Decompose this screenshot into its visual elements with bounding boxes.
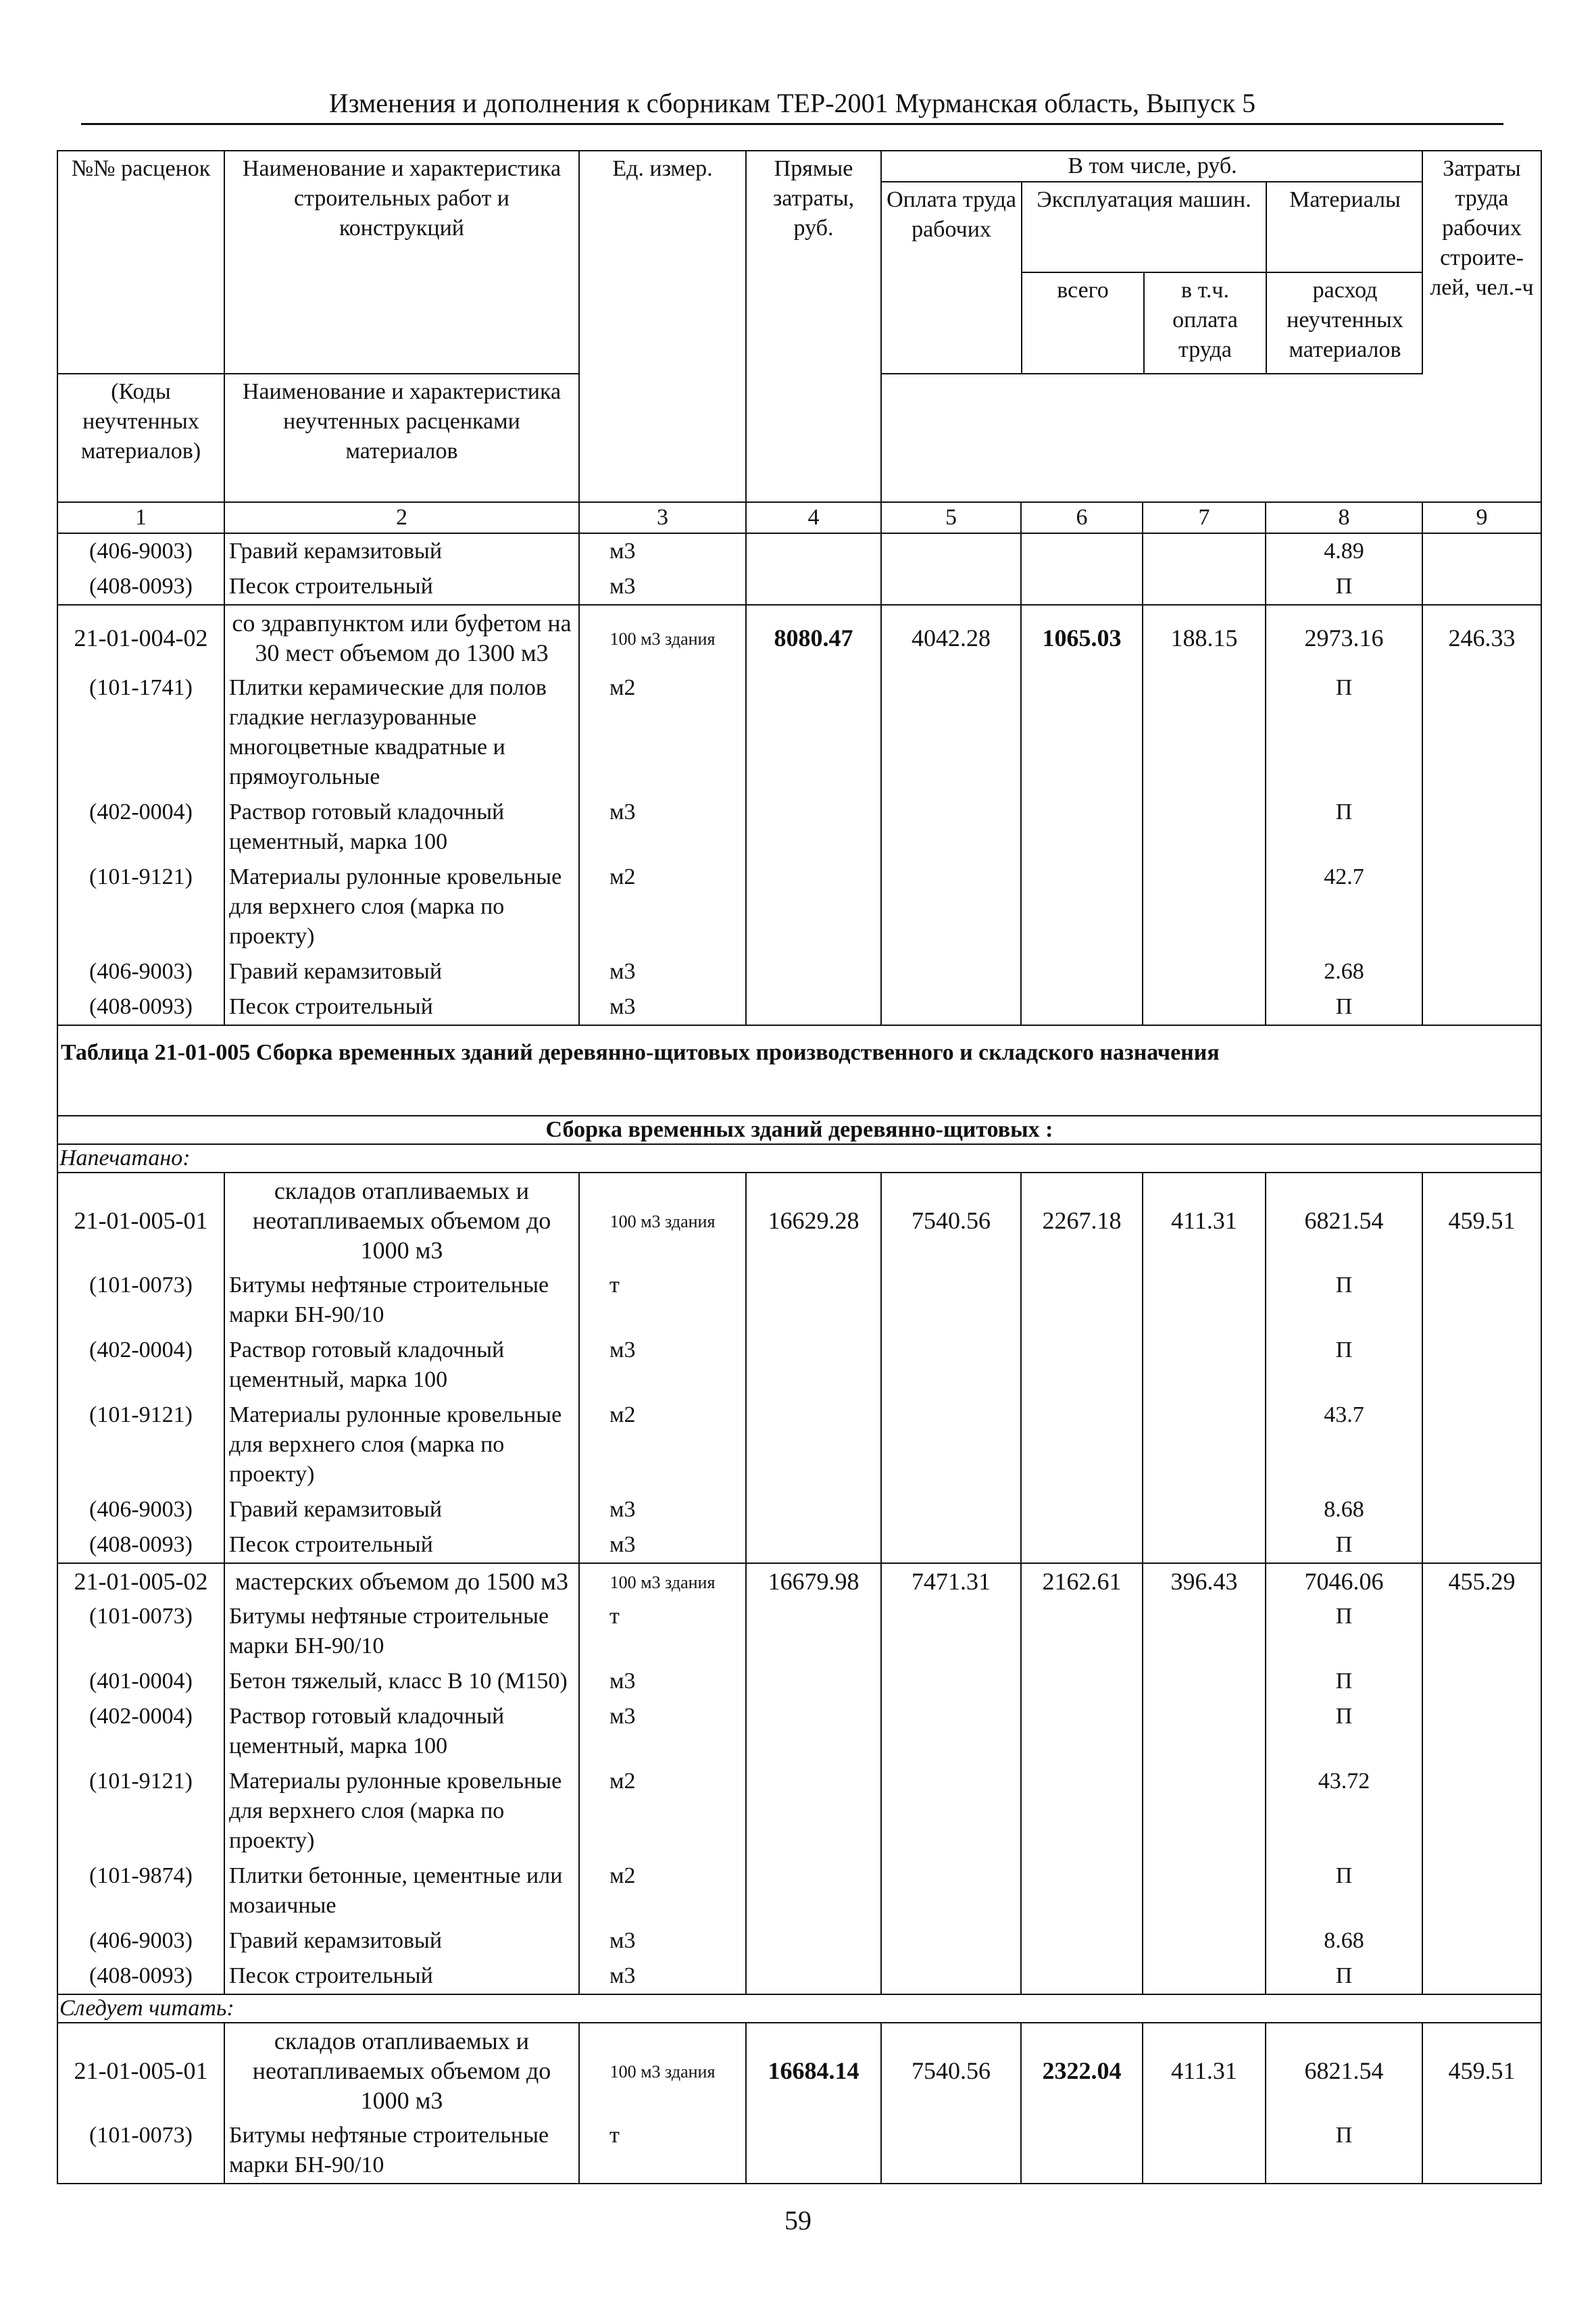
- col2-subheader: Наименование и характеристика неучтенных расценками материалов: [224, 374, 579, 502]
- material-unit: м3: [579, 795, 746, 860]
- empty-cell: [881, 1398, 1021, 1492]
- empty-cell: [881, 533, 1021, 569]
- rate-unit: [579, 605, 746, 670]
- material-name: Гравий керамзитовый: [224, 533, 579, 569]
- material-code: (408-0093): [57, 569, 224, 605]
- rate-labor: 7540.56: [881, 1173, 1021, 1268]
- material-code: (408-0093): [57, 989, 224, 1025]
- empty-cell: [1422, 1268, 1541, 1333]
- rate-unit: [579, 1173, 746, 1268]
- material-code: (408-0093): [57, 1959, 224, 1994]
- rate-labor: 4042.28: [881, 605, 1021, 670]
- material-code: (401-0004): [57, 1664, 224, 1699]
- col8-subheader: расход неучтенных материалов: [1287, 278, 1403, 362]
- material-unit: м2: [579, 670, 746, 795]
- empty-cell: [881, 1268, 1021, 1333]
- empty-cell: [1143, 569, 1266, 605]
- col6-header: всего: [1022, 273, 1144, 373]
- empty-cell: [1422, 1923, 1541, 1959]
- material-name: Плитки керамические для полов гладкие неглазурованные многоцветные квадратные и прямоугольные: [224, 670, 579, 795]
- empty-cell: [1021, 860, 1143, 954]
- rate-machines: 2322.04: [1021, 2023, 1143, 2118]
- rate-unit: [579, 2023, 746, 2118]
- col8-header: Материалы: [1266, 182, 1423, 272]
- empty-cell: [881, 1959, 1021, 1994]
- rate-row: [57, 1173, 1541, 1268]
- rate-machines-labor: 411.31: [1143, 1173, 1266, 1268]
- empty-cell: [881, 1699, 1021, 1764]
- empty-cell: [881, 1527, 1021, 1563]
- rate-machines: 1065.03: [1021, 605, 1143, 670]
- empty-cell: [881, 860, 1021, 954]
- material-consumption: 42.7: [1266, 860, 1422, 954]
- material-code: (408-0093): [57, 1527, 224, 1563]
- material-consumption: П: [1266, 795, 1422, 860]
- empty-cell: [746, 1764, 881, 1858]
- material-code: (406-9003): [57, 533, 224, 569]
- material-unit: м3: [579, 1923, 746, 1959]
- material-unit: м2: [579, 1764, 746, 1858]
- rate-unit-text: 100 м3 здания: [609, 629, 716, 649]
- empty-cell: [1422, 1699, 1541, 1764]
- empty-cell: [1422, 1527, 1541, 1563]
- material-row: [57, 989, 1541, 1025]
- empty-cell: [881, 1664, 1021, 1699]
- empty-cell: [881, 795, 1021, 860]
- rate-direct: 16629.28: [746, 1173, 881, 1268]
- empty-cell: [1422, 795, 1541, 860]
- empty-cell: [881, 989, 1021, 1025]
- empty-cell: [1021, 1268, 1143, 1333]
- material-consumption: 2.68: [1266, 954, 1422, 989]
- empty-cell: [746, 1923, 881, 1959]
- empty-cell: [881, 1858, 1021, 1923]
- empty-cell: [1143, 1858, 1266, 1923]
- empty-cell: [1021, 989, 1143, 1025]
- col1-header: №№ расценок: [57, 151, 224, 374]
- material-consumption: П: [1266, 2118, 1422, 2184]
- material-row: [57, 1268, 1541, 1333]
- material-name: Гравий керамзитовый: [224, 1923, 579, 1959]
- rate-materials: 7046.06: [1266, 1563, 1422, 1599]
- col5-header: Оплата труда рабочих: [882, 182, 1022, 373]
- empty-cell: [746, 569, 881, 605]
- material-name: Битумы нефтяные строительные марки БН-90/10: [224, 1268, 579, 1333]
- material-name: Раствор готовый кладочный цементный, марка 100: [224, 1699, 579, 1764]
- empty-cell: [1143, 860, 1266, 954]
- empty-cell: [1422, 1764, 1541, 1858]
- empty-cell: [1021, 795, 1143, 860]
- material-consumption: П: [1266, 989, 1422, 1025]
- material-row: [57, 860, 1541, 954]
- col-num-4: 4: [746, 502, 881, 533]
- empty-cell: [1143, 2118, 1266, 2184]
- rate-machines-labor: 411.31: [1143, 2023, 1266, 2118]
- material-unit: м2: [579, 1398, 746, 1492]
- top-block: [57, 533, 1541, 1025]
- empty-cell: [1422, 1398, 1541, 1492]
- material-row: [57, 2118, 1541, 2184]
- empty-cell: [1021, 1398, 1143, 1492]
- material-code: (101-9121): [57, 860, 224, 954]
- material-code: (402-0004): [57, 1333, 224, 1398]
- material-consumption: 4.89: [1266, 533, 1422, 569]
- empty-cell: [1422, 1959, 1541, 1994]
- incl-header: [881, 151, 1422, 374]
- empty-cell: [746, 1959, 881, 1994]
- material-code: (402-0004): [57, 795, 224, 860]
- empty-cell: [1422, 989, 1541, 1025]
- material-name: Песок строительный: [224, 1959, 579, 1994]
- material-unit: м3: [579, 989, 746, 1025]
- empty-cell: [1021, 569, 1143, 605]
- material-consumption: П: [1266, 1959, 1422, 1994]
- empty-cell: [746, 1599, 881, 1664]
- incl-label: В том числе, руб.: [882, 151, 1423, 182]
- rate-unit-text: 100 м3 здания: [609, 2062, 716, 2082]
- material-unit: м3: [579, 954, 746, 989]
- table-005-title: Таблица 21-01-005 Сборка временных зданий деревянно-щитовых производственного и складского назначения: [57, 1025, 1541, 1116]
- col-num-6: 6: [1021, 502, 1143, 533]
- material-unit: м3: [579, 1527, 746, 1563]
- rate-machines-labor: 396.43: [1143, 1563, 1266, 1599]
- empty-cell: [1021, 1699, 1143, 1764]
- material-consumption: 8.68: [1266, 1923, 1422, 1959]
- material-name: Материалы рулонные кровельные для верхнего слоя (марка по проекту): [224, 1398, 579, 1492]
- material-row: [57, 1398, 1541, 1492]
- material-consumption: 8.68: [1266, 1492, 1422, 1527]
- empty-cell: [881, 2118, 1021, 2184]
- empty-cell: [1143, 1398, 1266, 1492]
- col-num-3: 3: [579, 502, 746, 533]
- rate-materials: 6821.54: [1266, 1173, 1422, 1268]
- material-name: Битумы нефтяные строительные марки БН-90/10: [224, 2118, 579, 2184]
- empty-cell: [1422, 1664, 1541, 1699]
- empty-cell: [1021, 1527, 1143, 1563]
- rate-code: 21-01-005-01: [57, 2023, 224, 2118]
- empty-cell: [1422, 860, 1541, 954]
- rate-labor-hours: 459.51: [1422, 2023, 1541, 2118]
- material-consumption: П: [1266, 1599, 1422, 1664]
- empty-cell: [746, 860, 881, 954]
- col-num-7: 7: [1143, 502, 1266, 533]
- rate-labor-hours: 246.33: [1422, 605, 1541, 670]
- material-consumption: П: [1266, 1664, 1422, 1699]
- col-num-5: 5: [881, 502, 1021, 533]
- rate-direct: 16684.14: [746, 2023, 881, 2118]
- empty-cell: [1021, 1492, 1143, 1527]
- material-name: Материалы рулонные кровельные для верхнего слоя (марка по проекту): [224, 1764, 579, 1858]
- empty-cell: [1021, 670, 1143, 795]
- empty-cell: [1143, 1959, 1266, 1994]
- material-row: [57, 1664, 1541, 1699]
- rate-direct: 8080.47: [746, 605, 881, 670]
- empty-cell: [1143, 1527, 1266, 1563]
- empty-cell: [1422, 954, 1541, 989]
- empty-cell: [1143, 533, 1266, 569]
- empty-cell: [1143, 1492, 1266, 1527]
- empty-cell: [746, 2118, 881, 2184]
- rate-name: складов отапливаемых и неотапливаемых объемом до 1000 м3: [224, 1173, 579, 1268]
- empty-cell: [1021, 1923, 1143, 1959]
- rate-name: мастерских объемом до 1500 м3: [224, 1563, 579, 1599]
- empty-cell: [1143, 1923, 1266, 1959]
- empty-cell: [881, 1764, 1021, 1858]
- material-code: (101-0073): [57, 1268, 224, 1333]
- material-row: [57, 569, 1541, 605]
- empty-cell: [1143, 1599, 1266, 1664]
- empty-cell: [746, 1333, 881, 1398]
- empty-cell: [1021, 533, 1143, 569]
- empty-cell: [881, 1923, 1021, 1959]
- empty-cell: [881, 1333, 1021, 1398]
- rate-row: [57, 605, 1541, 670]
- empty-cell: [1021, 1664, 1143, 1699]
- rate-machines-labor: 188.15: [1143, 605, 1266, 670]
- material-consumption: П: [1266, 670, 1422, 795]
- empty-cell: [746, 1492, 881, 1527]
- col-num-1: 1: [57, 502, 224, 533]
- material-name: Песок строительный: [224, 989, 579, 1025]
- rate-name: складов отапливаемых и неотапливаемых объемом до 1000 м3: [224, 2023, 579, 2118]
- rate-name: со здравпунктом или буфетом на 30 мест объемом до 1300 м3: [224, 605, 579, 670]
- material-code: (101-0073): [57, 2118, 224, 2184]
- empty-cell: [746, 1527, 881, 1563]
- material-unit: м3: [579, 569, 746, 605]
- empty-cell: [1021, 1599, 1143, 1664]
- material-consumption: П: [1266, 1527, 1422, 1563]
- material-name: Песок строительный: [224, 1527, 579, 1563]
- empty-cell: [746, 1858, 881, 1923]
- expl-header: Эксплуатация машин.: [1022, 182, 1266, 272]
- header-rule: [81, 123, 1503, 125]
- material-code: (406-9003): [57, 1492, 224, 1527]
- material-row: [57, 1599, 1541, 1664]
- material-name: Раствор готовый кладочный цементный, марка 100: [224, 1333, 579, 1398]
- material-code: (101-9121): [57, 1764, 224, 1858]
- material-name: Бетон тяжелый, класс В 10 (М150): [224, 1664, 579, 1699]
- page-number: 59: [784, 2205, 812, 2236]
- material-code: (101-1741): [57, 670, 224, 795]
- rate-direct: 16679.98: [746, 1563, 881, 1599]
- rate-labor: 7540.56: [881, 2023, 1021, 2118]
- empty-cell: [881, 1492, 1021, 1527]
- empty-cell: [1021, 2118, 1143, 2184]
- rate-labor-hours: 455.29: [1422, 1563, 1541, 1599]
- empty-cell: [746, 1268, 881, 1333]
- table-005-subtitle: Сборка временных зданий деревянно-щитовых :: [57, 1116, 1541, 1144]
- rate-code: 21-01-005-02: [57, 1563, 224, 1599]
- material-consumption: П: [1266, 1858, 1422, 1923]
- material-consumption: П: [1266, 569, 1422, 605]
- table-header: [57, 151, 1541, 533]
- empty-cell: [746, 1398, 881, 1492]
- empty-cell: [746, 533, 881, 569]
- material-unit: м3: [579, 1664, 746, 1699]
- material-unit: м2: [579, 860, 746, 954]
- empty-cell: [1021, 1333, 1143, 1398]
- col2-header: Наименование и характеристика строительных работ и конструкций: [224, 151, 579, 374]
- printed-label: Напечатано:: [57, 1144, 1541, 1173]
- material-row: [57, 1333, 1541, 1398]
- price-table: [57, 150, 1542, 2184]
- material-name: Песок строительный: [224, 569, 579, 605]
- material-row: [57, 1858, 1541, 1923]
- empty-cell: [1143, 795, 1266, 860]
- empty-cell: [1422, 1599, 1541, 1664]
- empty-cell: [881, 569, 1021, 605]
- material-row: [57, 1764, 1541, 1858]
- empty-cell: [1021, 1858, 1143, 1923]
- rate-code: 21-01-004-02: [57, 605, 224, 670]
- material-code: (101-9874): [57, 1858, 224, 1923]
- material-consumption: 43.72: [1266, 1764, 1422, 1858]
- empty-cell: [1422, 1492, 1541, 1527]
- column-numbers: [57, 502, 1541, 533]
- material-code: (402-0004): [57, 1699, 224, 1764]
- should-read-label: Следует читать:: [57, 1994, 1541, 2023]
- material-unit: м3: [579, 1333, 746, 1398]
- rate-unit: [579, 1563, 746, 1599]
- page-header: Изменения и дополнения к сборникам ТЕР-2001 Мурманская область, Выпуск 5: [328, 88, 1256, 118]
- empty-cell: [1143, 954, 1266, 989]
- empty-cell: [746, 1664, 881, 1699]
- empty-cell: [1021, 1764, 1143, 1858]
- col3-header: Ед. измер.: [579, 151, 746, 502]
- table-005: [57, 1025, 1541, 1173]
- col7-header: в т.ч. оплата труда: [1172, 278, 1238, 362]
- material-row: [57, 1699, 1541, 1764]
- material-consumption: П: [1266, 1699, 1422, 1764]
- material-row: [57, 1527, 1541, 1563]
- empty-cell: [1143, 1333, 1266, 1398]
- material-row: [57, 1492, 1541, 1527]
- material-unit: м2: [579, 1858, 746, 1923]
- price-table-sheet: [57, 150, 1541, 2184]
- empty-cell: [1422, 569, 1541, 605]
- corrected-block: [57, 2023, 1541, 2184]
- empty-cell: [1422, 1858, 1541, 1923]
- col4-header: Прямые затраты, руб.: [746, 151, 881, 502]
- empty-cell: [1143, 1764, 1266, 1858]
- material-row: [57, 1923, 1541, 1959]
- material-row: [57, 1959, 1541, 1994]
- material-consumption: П: [1266, 1333, 1422, 1398]
- material-unit: т: [579, 2118, 746, 2184]
- material-unit: т: [579, 1268, 746, 1333]
- col1-subheader: (Коды неучтенных материалов): [57, 374, 224, 502]
- material-row: [57, 795, 1541, 860]
- empty-cell: [746, 1699, 881, 1764]
- col-num-8: 8: [1266, 502, 1422, 533]
- material-consumption: 43.7: [1266, 1398, 1422, 1492]
- empty-cell: [1143, 989, 1266, 1025]
- material-code: (101-9121): [57, 1398, 224, 1492]
- material-unit: м3: [579, 533, 746, 569]
- rate-materials: 2973.16: [1266, 605, 1422, 670]
- material-name: Плитки бетонные, цементные или мозаичные: [224, 1858, 579, 1923]
- material-unit: м3: [579, 1699, 746, 1764]
- material-row: [57, 670, 1541, 795]
- rate-machines: 2162.61: [1021, 1563, 1143, 1599]
- material-name: Гравий керамзитовый: [224, 954, 579, 989]
- rate-labor-hours: 459.51: [1422, 1173, 1541, 1268]
- rate-code: 21-01-005-01: [57, 1173, 224, 1268]
- material-code: (406-9003): [57, 1923, 224, 1959]
- material-unit: м3: [579, 1492, 746, 1527]
- material-name: Битумы нефтяные строительные марки БН-90/10: [224, 1599, 579, 1664]
- empty-cell: [746, 954, 881, 989]
- empty-cell: [1422, 533, 1541, 569]
- rate-labor: 7471.31: [881, 1563, 1021, 1599]
- col9-header: Затраты труда рабочих строите-лей, чел.-ч: [1422, 151, 1541, 502]
- material-row: [57, 954, 1541, 989]
- material-code: (101-0073): [57, 1599, 224, 1664]
- empty-cell: [1143, 670, 1266, 795]
- empty-cell: [1143, 1664, 1266, 1699]
- empty-cell: [1021, 1959, 1143, 1994]
- empty-cell: [1143, 1268, 1266, 1333]
- material-consumption: П: [1266, 1268, 1422, 1333]
- material-name: Раствор готовый кладочный цементный, марка 100: [224, 795, 579, 860]
- empty-cell: [746, 795, 881, 860]
- rate-unit-text: 100 м3 здания: [609, 1573, 716, 1592]
- rate-unit-text: 100 м3 здания: [609, 1212, 716, 1231]
- empty-cell: [881, 670, 1021, 795]
- empty-cell: [1021, 954, 1143, 989]
- material-unit: м3: [579, 1959, 746, 1994]
- col-num-9: 9: [1422, 502, 1541, 533]
- material-unit: т: [579, 1599, 746, 1664]
- empty-cell: [746, 670, 881, 795]
- rate-row: [57, 1563, 1541, 1599]
- empty-cell: [746, 989, 881, 1025]
- material-name: Гравий керамзитовый: [224, 1492, 579, 1527]
- printed-block: [57, 1173, 1541, 1994]
- material-name: Материалы рулонные кровельные для верхнего слоя (марка по проекту): [224, 860, 579, 954]
- empty-cell: [881, 954, 1021, 989]
- empty-cell: [1422, 1333, 1541, 1398]
- material-row: [57, 533, 1541, 569]
- empty-cell: [1422, 2118, 1541, 2184]
- material-code: (406-9003): [57, 954, 224, 989]
- col-num-2: 2: [224, 502, 579, 533]
- rate-row: [57, 2023, 1541, 2118]
- empty-cell: [881, 1599, 1021, 1664]
- empty-cell: [1422, 670, 1541, 795]
- empty-cell: [1143, 1699, 1266, 1764]
- rate-machines: 2267.18: [1021, 1173, 1143, 1268]
- rate-materials: 6821.54: [1266, 2023, 1422, 2118]
